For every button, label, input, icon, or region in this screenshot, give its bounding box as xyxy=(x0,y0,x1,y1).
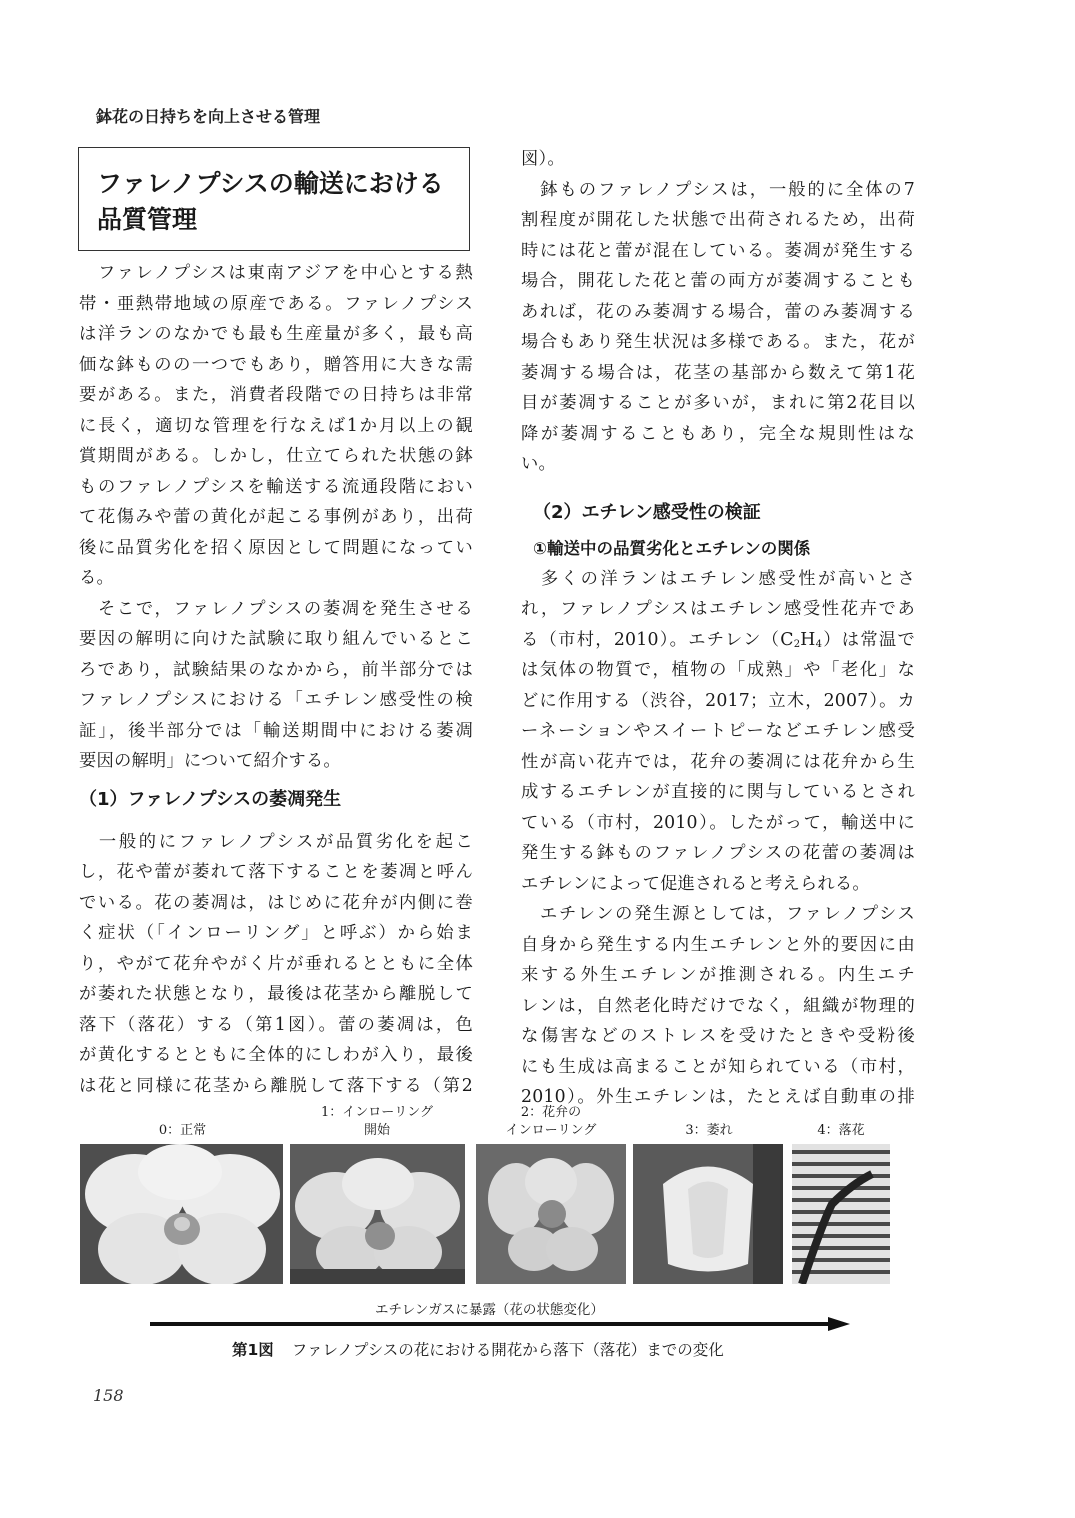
photo-stage-4 xyxy=(792,1144,890,1284)
text-line: 要がある。また，消費者段階での日持ちは非常 xyxy=(79,385,473,405)
text-line: 萎凋する場合は，花茎の基部から数えて第1花 xyxy=(521,362,915,383)
right-column xyxy=(521,144,915,1113)
text-line: が萎れた状態となり，最後は花茎から離脱して xyxy=(79,984,473,1004)
photo-stage-0 xyxy=(80,1144,283,1284)
text-line: ーネーションやスイートピーなどエチレン感受 xyxy=(521,721,915,741)
text-line: 場合もあり発生状況は多様である。また，花が xyxy=(521,332,915,352)
text-line: 鉢ものファレノプシスは，一般的に全体の7 xyxy=(521,179,915,200)
text-line: 降が萎凋することもあり，完全な規則性はな xyxy=(521,423,915,444)
purpose-paragraph xyxy=(79,594,473,777)
title-line: 品質管理 xyxy=(97,205,198,234)
text-line: 成するエチレンが直接的に関与しているとされ xyxy=(521,782,915,802)
photo-stage-3 xyxy=(633,1144,783,1284)
text-line: でいる。花の萎凋は，はじめに花弁が内側に巻 xyxy=(79,892,473,913)
text-line: し，花や蕾が萎れて落下することを萎凋と呼ん xyxy=(79,862,473,882)
flower-petal-inrolling-icon xyxy=(476,1144,626,1284)
formula-sub: 4 xyxy=(815,638,823,650)
wilting-paragraph xyxy=(79,827,473,1102)
text-line: そこで，ファレノプシスの萎凋を発生させる xyxy=(79,598,473,619)
text-line: 目が萎凋することが多いが，まれに第2花目以 xyxy=(521,393,915,413)
flower-wilted-icon xyxy=(633,1144,783,1284)
text-line: 要因の解明」について紹介する。 xyxy=(79,751,341,771)
text-line: 性が高い花卉では，花弁の萎凋には花弁から生 xyxy=(521,751,915,772)
text-line: エチレンの発生源としては，ファレノプシス xyxy=(521,904,915,924)
text-line: 後に品質劣化を招く原因として問題になってい xyxy=(79,537,473,558)
title-line: ファレノプシスの輸送における xyxy=(97,169,444,198)
text-line: 割程度が開花した状態で出荷されるため，出荷 xyxy=(521,210,915,230)
text-line: 帯・亜熱帯地域の原産である。ファレノプシス xyxy=(79,293,473,314)
intro-paragraph xyxy=(79,258,473,594)
figure-1 xyxy=(80,1102,890,1362)
text-line: 来する外生エチレンが推測される。内生エチ xyxy=(521,965,915,985)
text-line: て花傷みや蕾の黄化が起こる事例があり，出荷 xyxy=(79,507,473,527)
text-line: ものファレノプシスを輸送する流通段階におい xyxy=(79,476,473,497)
section-heading-2: （2）エチレン感受性の検証 xyxy=(533,501,761,523)
text-line: 要因の解明に向けた試験に取り組んでいるとこ xyxy=(79,629,473,649)
subsection-heading: ①輸送中の品質劣化とエチレンの関係 xyxy=(533,538,811,558)
page-number: 158 xyxy=(93,1386,124,1405)
text-line: 発生する鉢ものファレノプシスの花蕾の萎凋は xyxy=(521,843,915,863)
text-line: が黄化するとともに全体的にしわが入り，最後 xyxy=(79,1045,473,1065)
text-line: エチレンによって促進されると考えられる。 xyxy=(521,873,870,894)
photo-stage-1 xyxy=(290,1144,465,1284)
text-line: れ，ファレノプシスはエチレン感受性花卉であ xyxy=(521,599,915,619)
flower-normal-icon xyxy=(80,1144,283,1284)
stage-label-3: 3：萎れ xyxy=(685,1123,733,1138)
formula-rest: ）は常温で xyxy=(822,629,915,650)
text-line: く症状（「インローリング」と呼ぶ）から始ま xyxy=(79,923,473,943)
text-line: は気体の物質で，植物の「成熟」や「老化」な xyxy=(521,660,915,680)
figure-caption-text: ファレノプシスの花における開花から落下（落花）までの変化 xyxy=(291,1341,724,1359)
text-line: レンは，自然老化時だけでなく，組織が物理的 xyxy=(521,995,915,1016)
text-line: る。 xyxy=(79,568,114,588)
running-head: 鉢花の日持ちを向上させる管理 xyxy=(96,107,321,126)
formula-lead: る（市村，2010）。エチレン（C xyxy=(521,629,794,650)
stage-label-2: 2：花弁の インローリング xyxy=(505,1105,597,1138)
text-line: な傷害などのストレスを受けたときや受粉後 xyxy=(521,1026,915,1046)
text-line: ファレノプシスは東南アジアを中心とする熱 xyxy=(79,263,473,283)
arrow-label: エチレンガスに暴露（花の状態変化） xyxy=(375,1302,604,1318)
text-line: は花と同様に花茎から離脱して落下する（第2 xyxy=(79,1075,473,1096)
text-line: に長く，適切な管理を行なえば1か月以上の観 xyxy=(79,415,473,436)
text-line: 自身から発生する内生エチレンと外的要因に由 xyxy=(521,934,915,955)
text-line: は洋ランのなかでも最も生産量が多く，最も高 xyxy=(79,324,473,344)
text-line: 時には花と蕾が混在している。萎凋が発生する xyxy=(521,240,915,261)
text-line: あれば，花のみ萎凋する場合，蕾のみ萎凋する xyxy=(521,301,915,322)
text-line: 場合，開花した花と蕾の両方が萎凋することも xyxy=(521,271,915,291)
flower-fallen-icon xyxy=(792,1144,890,1284)
text-line: 2010）。外生エチレンは，たとえば自動車の排 xyxy=(521,1087,915,1107)
text-line: 賞期間がある。しかし，仕立てられた状態の鉢 xyxy=(79,446,473,466)
figure-caption-label: 第1図 xyxy=(232,1341,274,1359)
text-line: 落下（落花）する（第1図）。蕾の萎凋は，色 xyxy=(79,1014,473,1035)
formula-sub: 2 xyxy=(793,638,801,650)
text-line: どに作用する（渋谷，2017；立木，2007）。カ xyxy=(521,690,915,711)
photo-stage-2 xyxy=(476,1144,626,1284)
stage-label-0: 0：正常 xyxy=(158,1123,207,1138)
text-line: ている（市村，2010）。したがって，輸送中に xyxy=(521,812,915,833)
text-line: り，やがて花弁やがく片が垂れるとともに全体 xyxy=(79,953,473,974)
text-line: 図）。 xyxy=(521,149,565,169)
continuation-paragraph xyxy=(521,144,915,480)
text-line: い。 xyxy=(521,454,556,474)
stage-label-4: 4：落花 xyxy=(817,1123,865,1138)
arrow-right-icon xyxy=(150,1317,850,1331)
figure-caption xyxy=(232,1338,724,1360)
left-column xyxy=(79,258,473,1101)
text-line: ファレノプシスにおける「エチレン感受性の検 xyxy=(79,690,473,710)
stage-label-1: 1：インローリング 開始 xyxy=(320,1105,433,1138)
text-line: 多くの洋ランはエチレン感受性が高いとさ xyxy=(521,568,915,589)
ethylene-paragraph xyxy=(521,564,915,900)
text-line: にも生成は高まることが知られている（市村， xyxy=(521,1056,915,1077)
text-line: 証」，後半部分では「輸送期間中における萎凋 xyxy=(79,720,473,741)
section-heading-1: （1）ファレノプシスの萎凋発生 xyxy=(79,788,342,810)
text-line: 価な鉢ものの一つでもあり，贈答用に大きな需 xyxy=(79,354,473,375)
text-line: ろであり，試験結果のなかから，前半部分では xyxy=(79,659,473,680)
flower-inrolling-start-icon xyxy=(290,1144,465,1284)
article-title xyxy=(78,147,470,251)
text-line: 一般的にファレノプシスが品質劣化を起こ xyxy=(79,831,473,852)
ethylene-source-paragraph xyxy=(521,899,915,1113)
text-line xyxy=(521,625,915,656)
formula-h: H xyxy=(800,629,816,650)
